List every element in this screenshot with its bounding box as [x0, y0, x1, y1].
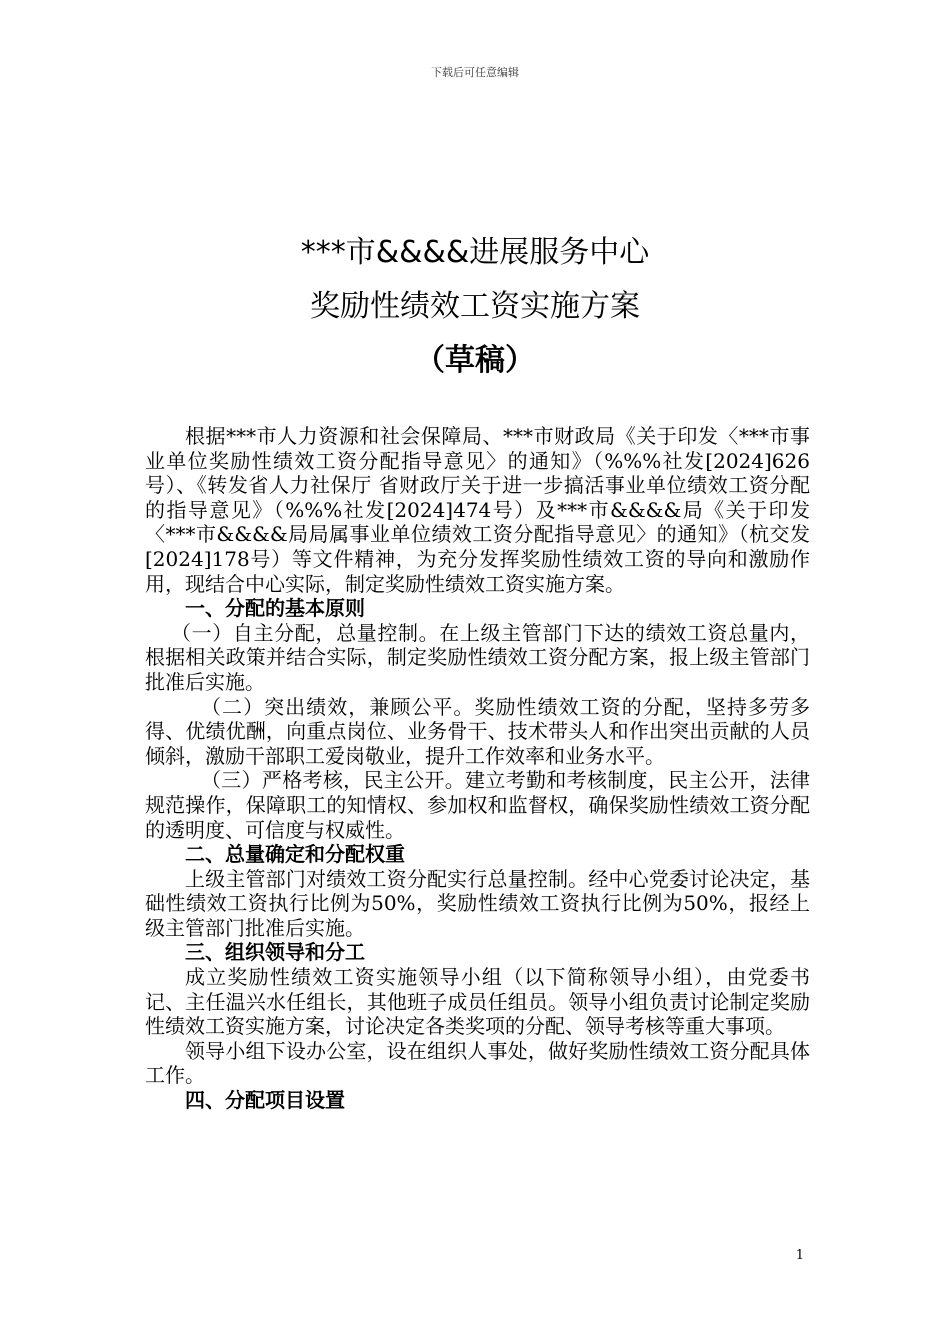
title-line-1: ***市&&&&进展服务中心 [300, 235, 650, 270]
section-1-paragraph-3: （三）严格考核，民主公开。建立考勤和考核制度，民主公开，法律规范操作，保障职工的知情权、参加权和监督权，确保奖励性绩效工资分配的透明度、可信度与权威性。 [145, 768, 810, 842]
title-line-2: 奖励性绩效工资实施方案 [310, 289, 640, 324]
section-3-paragraph-1: 成立奖励性绩效工资实施领导小组（以下简称领导小组），由党委书记、主任温兴水任组长，其他班子成员任组员。领导小组负责讨论制定奖励性绩效工资实施方案，讨论决定各类奖项的分配、领导考核等重大事项。 [145, 965, 810, 1039]
section-4-heading: 四、分配项目设置 [185, 1088, 345, 1113]
section-1-paragraph-1: （一）自主分配，总量控制。在上级主管部门下达的绩效工资总量内，根据相关政策并结合实际，制定奖励性绩效工资分配方案，报上级主管部门批准后实施。 [145, 620, 810, 694]
section-3-heading: 三、组织领导和分工 [185, 940, 365, 965]
title-line-3: （草稿） [415, 343, 535, 378]
section-2-paragraph-1: 上级主管部门对绩效工资分配实行总量控制。经中心党委讨论决定，基础性绩效工资执行比例为50%，奖励性绩效工资执行比例为50%，报经上级主管部门批准后实施。 [145, 866, 810, 940]
section-1-paragraph-2: （二）突出绩效，兼顾公平。奖励性绩效工资的分配，坚持多劳多得、优绩优酬，向重点岗位、业务骨干、技术带头人和作出突出贡献的人员倾斜，激励干部职工爱岗敬业，提升工作效率和业务水平。 [145, 694, 810, 768]
page-header-note: 下载后可任意编辑 [431, 66, 519, 79]
intro-paragraph: 根据***市人力资源和社会保障局、***市财政局《关于印发〈***市事业单位奖励性绩效工资分配指导意见〉的通知》（%%%社发[2024]626号）、《转发省人力社保厅 省财政厅关于进一步搞活事业单位绩效工资分配的指导意见》（%%%社发[2024]474号）及***市&&&&局《关于印发〈***市&&&&局局属事业单位绩效工资分配指导意见〉的通知》（杭交发[2024]178号）等文件精神，为充分发挥奖励性绩效工资的导向和激励作用，现结合中心实际，制定奖励性绩效工资实施方案。 [145, 424, 810, 596]
section-1-heading: 一、分配的基本原则 [185, 596, 365, 621]
document-title [0, 226, 950, 388]
section-2-heading: 二、总量确定和分配权重 [185, 842, 405, 867]
section-3-paragraph-2: 领导小组下设办公室，设在组织人事处，做好奖励性绩效工资分配具体工作。 [145, 1038, 810, 1088]
document-body [145, 424, 810, 1113]
page-number: 1 [795, 1248, 804, 1263]
